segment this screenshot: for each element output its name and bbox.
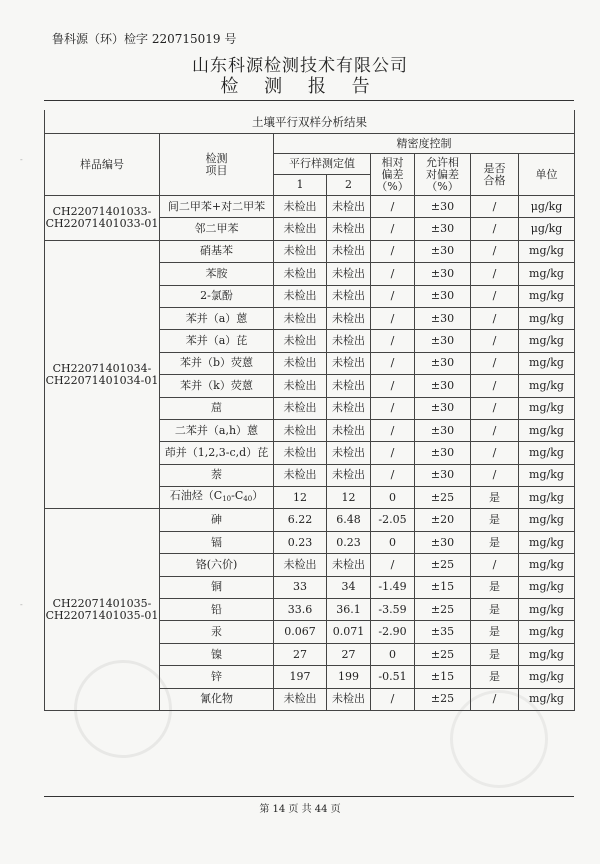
value-2-cell: 未检出 — [327, 218, 371, 240]
item-cell: 间二甲苯+对二甲苯 — [160, 196, 274, 218]
unit-cell: mg/kg — [519, 307, 575, 329]
allowed-deviation-cell: ±30 — [415, 464, 471, 486]
results-table-body — [45, 196, 575, 711]
value-2-cell: 未检出 — [327, 375, 371, 397]
page-number: 第 14 页 共 44 页 — [259, 804, 341, 815]
relative-deviation-cell: -3.59 — [371, 599, 415, 621]
company-name: 山东科源检测技术有限公司 — [192, 56, 408, 76]
qualified-cell: / — [471, 307, 519, 329]
value-2-cell: 未检出 — [327, 554, 371, 576]
relative-deviation-cell: / — [371, 285, 415, 307]
qualified-cell: / — [471, 196, 519, 218]
unit-cell: mg/kg — [519, 352, 575, 374]
allowed-deviation-cell: ±30 — [415, 263, 471, 285]
relative-deviation-cell: / — [371, 196, 415, 218]
qualified-cell: 是 — [471, 666, 519, 688]
qualified-cell: 是 — [471, 487, 519, 509]
value-2-cell: 27 — [327, 643, 371, 665]
item-cell: 苯胺 — [160, 263, 274, 285]
qualified-cell: / — [471, 397, 519, 419]
unit-cell: mg/kg — [519, 621, 575, 643]
allowed-deviation-cell: ±30 — [415, 531, 471, 553]
value-2-cell: 199 — [327, 666, 371, 688]
qualified-cell: / — [471, 375, 519, 397]
item-cell: 铅 — [160, 599, 274, 621]
allowed-deviation-cell: ±30 — [415, 375, 471, 397]
value-2-cell: 34 — [327, 576, 371, 598]
relative-deviation-cell: / — [371, 554, 415, 576]
unit-cell: mg/kg — [519, 576, 575, 598]
sample-id-cell: CH22071401034- CH22071401034-01 — [45, 240, 160, 509]
value-1-cell: 未检出 — [274, 196, 327, 218]
table-caption: 土壤平行双样分析结果 — [45, 110, 575, 134]
value-2-cell: 0.071 — [327, 621, 371, 643]
table-row — [45, 240, 575, 262]
allowed-deviation-cell: ±25 — [415, 487, 471, 509]
item-cell: 汞 — [160, 621, 274, 643]
relative-deviation-cell: -2.90 — [371, 621, 415, 643]
header-qualified — [471, 154, 519, 196]
unit-cell: mg/kg — [519, 375, 575, 397]
value-2-cell: 未检出 — [327, 442, 371, 464]
value-1-cell: 33 — [274, 576, 327, 598]
value-2-cell: 未检出 — [327, 240, 371, 262]
qualified-cell: / — [471, 442, 519, 464]
qualified-cell: 是 — [471, 576, 519, 598]
item-cell: 邻二甲苯 — [160, 218, 274, 240]
qualified-cell: / — [471, 263, 519, 285]
unit-cell: mg/kg — [519, 240, 575, 262]
value-1-cell: 0.067 — [274, 621, 327, 643]
allowed-deviation-cell: ±20 — [415, 509, 471, 531]
allowed-deviation-cell: ±30 — [415, 218, 471, 240]
header-allowed-deviation-text: 允许相 对偏差 （%） — [426, 155, 459, 193]
header-parallel-values: 平行样测定值 — [274, 154, 371, 175]
report-number: 鲁科源（环）检字 220715019 号 — [52, 32, 237, 46]
allowed-deviation-cell: ±30 — [415, 240, 471, 262]
value-2-cell: 未检出 — [327, 464, 371, 486]
value-2-cell: 未检出 — [327, 330, 371, 352]
allowed-deviation-cell: ±30 — [415, 307, 471, 329]
value-1-cell: 未检出 — [274, 419, 327, 441]
value-2-cell: 未检出 — [327, 397, 371, 419]
header-sample-id: 样品编号 — [45, 134, 160, 196]
value-2-cell: 未检出 — [327, 263, 371, 285]
unit-cell: mg/kg — [519, 285, 575, 307]
allowed-deviation-cell: ±25 — [415, 643, 471, 665]
qualified-cell: 是 — [471, 643, 519, 665]
allowed-deviation-cell: ±30 — [415, 419, 471, 441]
margin-mark: - — [20, 600, 23, 609]
allowed-deviation-cell: ±30 — [415, 196, 471, 218]
value-2-cell: 36.1 — [327, 599, 371, 621]
allowed-deviation-cell: ±30 — [415, 397, 471, 419]
value-2-cell: 未检出 — [327, 307, 371, 329]
unit-cell: mg/kg — [519, 509, 575, 531]
unit-cell: mg/kg — [519, 487, 575, 509]
unit-cell: mg/kg — [519, 666, 575, 688]
relative-deviation-cell: / — [371, 263, 415, 285]
unit-cell: mg/kg — [519, 419, 575, 441]
value-1-cell: 197 — [274, 666, 327, 688]
value-1-cell: 0.23 — [274, 531, 327, 553]
sample-id-cell: CH22071401035- CH22071401035-01 — [45, 509, 160, 711]
relative-deviation-cell: / — [371, 375, 415, 397]
relative-deviation-cell: 0 — [371, 643, 415, 665]
allowed-deviation-cell: ±30 — [415, 285, 471, 307]
item-cell: 锌 — [160, 666, 274, 688]
value-1-cell: 未检出 — [274, 218, 327, 240]
header-allowed-deviation — [415, 154, 471, 196]
value-1-cell: 未检出 — [274, 285, 327, 307]
value-1-cell: 未检出 — [274, 307, 327, 329]
qualified-cell: 是 — [471, 531, 519, 553]
header-unit: 单位 — [519, 154, 575, 196]
results-table-wrapper — [44, 110, 574, 711]
header-value-2: 2 — [327, 175, 371, 196]
value-1-cell: 未检出 — [274, 464, 327, 486]
item-cell: 苯并（k）荧蒽 — [160, 375, 274, 397]
relative-deviation-cell: 0 — [371, 487, 415, 509]
item-cell: 苯并（a）蒽 — [160, 307, 274, 329]
qualified-cell: / — [471, 554, 519, 576]
unit-cell: mg/kg — [519, 531, 575, 553]
value-2-cell: 6.48 — [327, 509, 371, 531]
value-1-cell: 未检出 — [274, 330, 327, 352]
value-1-cell: 12 — [274, 487, 327, 509]
allowed-deviation-cell: ±35 — [415, 621, 471, 643]
unit-cell: mg/kg — [519, 442, 575, 464]
value-1-cell: 未检出 — [274, 554, 327, 576]
unit-cell: mg/kg — [519, 688, 575, 710]
value-1-cell: 27 — [274, 643, 327, 665]
item-cell: 茚并（1,2,3-c,d）芘 — [160, 442, 274, 464]
relative-deviation-cell: / — [371, 240, 415, 262]
relative-deviation-cell: 0 — [371, 531, 415, 553]
item-cell: 铬(六价) — [160, 554, 274, 576]
unit-cell: mg/kg — [519, 330, 575, 352]
relative-deviation-cell: / — [371, 397, 415, 419]
item-cell: 砷 — [160, 509, 274, 531]
allowed-deviation-cell: ±25 — [415, 554, 471, 576]
qualified-cell: 是 — [471, 621, 519, 643]
value-2-cell: 12 — [327, 487, 371, 509]
header-value-1: 1 — [274, 175, 327, 196]
table-row — [45, 509, 575, 531]
value-2-cell: 未检出 — [327, 196, 371, 218]
unit-cell: mg/kg — [519, 554, 575, 576]
value-1-cell: 未检出 — [274, 397, 327, 419]
qualified-cell: 是 — [471, 599, 519, 621]
header-divider — [44, 100, 574, 101]
value-1-cell: 未检出 — [274, 688, 327, 710]
relative-deviation-cell: / — [371, 307, 415, 329]
header-relative-deviation — [371, 154, 415, 196]
item-cell: 镉 — [160, 531, 274, 553]
value-1-cell: 未检出 — [274, 263, 327, 285]
header-precision-control: 精密度控制 — [274, 134, 575, 154]
qualified-cell: / — [471, 419, 519, 441]
relative-deviation-cell: / — [371, 330, 415, 352]
allowed-deviation-cell: ±15 — [415, 666, 471, 688]
value-2-cell: 0.23 — [327, 531, 371, 553]
allowed-deviation-cell: ±30 — [415, 352, 471, 374]
sample-id-cell: CH22071401033- CH22071401033-01 — [45, 196, 160, 241]
qualified-cell: 是 — [471, 509, 519, 531]
qualified-cell: / — [471, 240, 519, 262]
unit-cell: mg/kg — [519, 599, 575, 621]
item-cell: 石油烃$(C_{10}-C_{40})$ — [160, 487, 274, 509]
header-item — [160, 134, 274, 196]
item-cell: 铜 — [160, 576, 274, 598]
allowed-deviation-cell: ±30 — [415, 442, 471, 464]
value-1-cell: 未检出 — [274, 442, 327, 464]
qualified-cell: / — [471, 330, 519, 352]
relative-deviation-cell: / — [371, 419, 415, 441]
qualified-cell: / — [471, 352, 519, 374]
item-cell: 䓛 — [160, 397, 274, 419]
value-2-cell: 未检出 — [327, 419, 371, 441]
allowed-deviation-cell: ±25 — [415, 599, 471, 621]
value-2-cell: 未检出 — [327, 285, 371, 307]
value-2-cell: 未检出 — [327, 352, 371, 374]
relative-deviation-cell: -1.49 — [371, 576, 415, 598]
footer-divider — [44, 796, 574, 797]
value-2-cell: 未检出 — [327, 688, 371, 710]
value-1-cell: 33.6 — [274, 599, 327, 621]
results-table — [44, 110, 575, 711]
value-1-cell: 未检出 — [274, 375, 327, 397]
value-1-cell: 未检出 — [274, 352, 327, 374]
qualified-cell: / — [471, 464, 519, 486]
header-relative-deviation-text: 相对 偏差 （%） — [376, 155, 409, 193]
qualified-cell: / — [471, 285, 519, 307]
item-cell: 苯并（b）荧蒽 — [160, 352, 274, 374]
unit-cell: mg/kg — [519, 263, 575, 285]
relative-deviation-cell: / — [371, 352, 415, 374]
item-cell: 二苯并（a,h）蒽 — [160, 419, 274, 441]
header-qualified-text: 是否 合格 — [483, 161, 506, 187]
header-item-text: 检测 项目 — [205, 151, 228, 177]
allowed-deviation-cell: ±15 — [415, 576, 471, 598]
item-cell: 苯并（a）芘 — [160, 330, 274, 352]
table-row — [45, 196, 575, 218]
unit-cell: mg/kg — [519, 397, 575, 419]
item-cell: 镍 — [160, 643, 274, 665]
unit-cell: μg/kg — [519, 196, 575, 218]
item-cell: 萘 — [160, 464, 274, 486]
allowed-deviation-cell: ±30 — [415, 330, 471, 352]
unit-cell: mg/kg — [519, 464, 575, 486]
relative-deviation-cell: / — [371, 218, 415, 240]
margin-mark: - — [20, 155, 23, 164]
value-1-cell: 6.22 — [274, 509, 327, 531]
relative-deviation-cell: / — [371, 464, 415, 486]
report-title: 检 测 报 告 — [220, 76, 380, 97]
relative-deviation-cell: -0.51 — [371, 666, 415, 688]
qualified-cell: / — [471, 688, 519, 710]
unit-cell: μg/kg — [519, 218, 575, 240]
value-1-cell: 未检出 — [274, 240, 327, 262]
relative-deviation-cell: / — [371, 442, 415, 464]
item-cell: 硝基苯 — [160, 240, 274, 262]
qualified-cell: / — [471, 218, 519, 240]
relative-deviation-cell: / — [371, 688, 415, 710]
allowed-deviation-cell: ±25 — [415, 688, 471, 710]
item-cell: 氰化物 — [160, 688, 274, 710]
item-cell: 2-氯酚 — [160, 285, 274, 307]
relative-deviation-cell: -2.05 — [371, 509, 415, 531]
unit-cell: mg/kg — [519, 643, 575, 665]
